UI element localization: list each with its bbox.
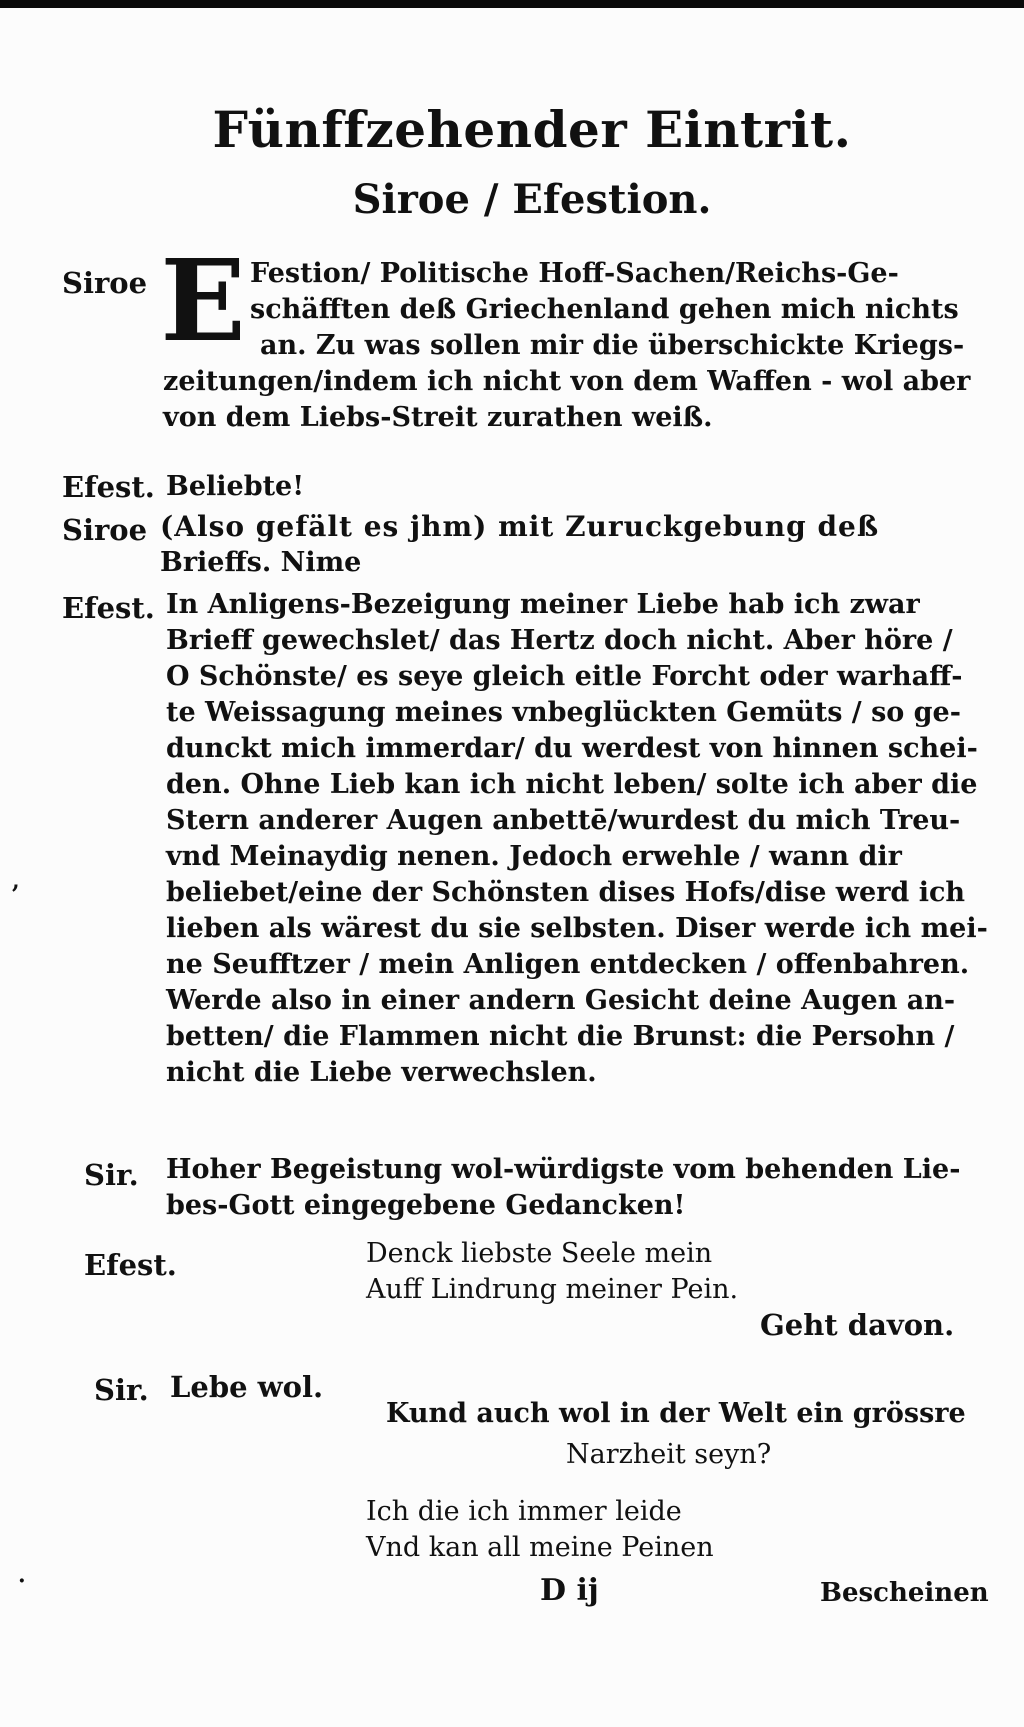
verse-line: Denck liebste Seele mein (366, 1238, 713, 1269)
speech-line: an. Zu was sollen mir die überschickte Kriegs- (260, 330, 965, 361)
speech-line: schäfften deß Griechenland gehen mich nichts (250, 294, 959, 325)
speech-block (160, 510, 880, 585)
speech-line: Stern anderer Augen anbettē/wurdest du mich Treu- (166, 805, 961, 836)
speaker-label: Efest. (62, 591, 155, 625)
verse-block (366, 1240, 738, 1312)
speaker-label: Siroe (62, 266, 148, 300)
speech-line: lieben als wärest du sie selbsten. Diser werde ich mei- (166, 913, 988, 944)
speech-line: bes-Gott eingegebene Gedancken! (166, 1190, 686, 1221)
speech-line: den. Ohne Lieb kan ich nicht leben/ solte ich aber die (166, 769, 978, 800)
speech-block (163, 368, 970, 440)
verse-line: Auff Lindrung meiner Pein. (366, 1274, 739, 1305)
speech-line: betten/ die Flammen nicht die Brunst: die Persohn / (166, 1021, 955, 1052)
speech-line: zeitungen/indem ich nicht von dem Waffen - wol aber (163, 366, 971, 397)
verse-line: Vnd kan all meine Peinen (366, 1532, 714, 1563)
speech-line: ne Seufftzer / mein Anligen entdecken / offenbahren. (166, 949, 970, 980)
verse-line: Ich die ich immer leide (366, 1496, 682, 1527)
verse-block (386, 1400, 966, 1436)
speech-block (166, 473, 304, 509)
verse-block (566, 1441, 771, 1477)
speech-line: (Also gefält es jhm) mit Zuruckgebung deß (160, 510, 880, 543)
drop-cap-initial: E (160, 236, 246, 367)
signature-mark: D ij (540, 1573, 599, 1608)
speaker-label: Efest. (62, 470, 155, 504)
speech-block (166, 591, 988, 1095)
farewell-text (170, 1370, 324, 1409)
speech-line: beliebet/eine der Schönsten dises Hofs/dise werd ich (166, 877, 966, 908)
speech-line: Brieffs. Nime (160, 547, 362, 578)
speech-line: Beliebte! (166, 471, 305, 502)
speech-line: Hoher Begeistung wol-würdigste vom behenden Lie- (166, 1154, 961, 1185)
speech-line: von dem Liebs-Streit zurathen weiß. (163, 402, 713, 433)
ink-speck: , (12, 868, 20, 894)
verse-line: Kund auch wol in der Welt ein grössre (386, 1398, 966, 1429)
speech-line: dunckt mich immerdar/ du werdest von hinnen schei- (166, 733, 978, 764)
speech-line: Festion/ Politische Hoff-Sachen/Reichs-Ge- (250, 258, 899, 289)
speech-line: O Schönste/ es seye gleich eitle Forcht oder warhaff- (166, 661, 963, 692)
ink-speck: · (18, 1568, 26, 1594)
catchword: Bescheinen (820, 1578, 989, 1608)
speech-line: vnd Meinaydig nenen. Jedoch erwehle / wann dir (166, 841, 902, 872)
speech-line: Werde also in einer andern Gesicht deine Augen an- (166, 985, 956, 1016)
stage-direction: Geht davon. (760, 1308, 955, 1342)
speech-line: nicht die Liebe verwechslen. (166, 1057, 597, 1088)
verse-block (366, 1498, 714, 1570)
speaker-label: Siroe (62, 513, 148, 547)
speech-line: te Weissagung meines vnbeglückten Gemüts / so ge- (166, 697, 961, 728)
speaker-label: Sir. (84, 1158, 139, 1192)
speech-block (250, 260, 964, 368)
scene-title: Fünffzehender Eintrit. (212, 100, 852, 159)
speaker-label: Efest. (84, 1248, 177, 1282)
speech-block (166, 1156, 960, 1228)
speech-line: Brieff gewechslet/ das Hertz doch nicht. Aber höre / (166, 625, 953, 656)
verse-line: Narzheit seyn? (566, 1439, 772, 1470)
speech-line: Lebe wol. (170, 1370, 324, 1404)
speech-line: In Anligens-Bezeigung meiner Liebe hab ich zwar (166, 589, 920, 620)
scene-characters: Siroe / Efestion. (352, 176, 712, 223)
speaker-label: Sir. (94, 1373, 149, 1407)
